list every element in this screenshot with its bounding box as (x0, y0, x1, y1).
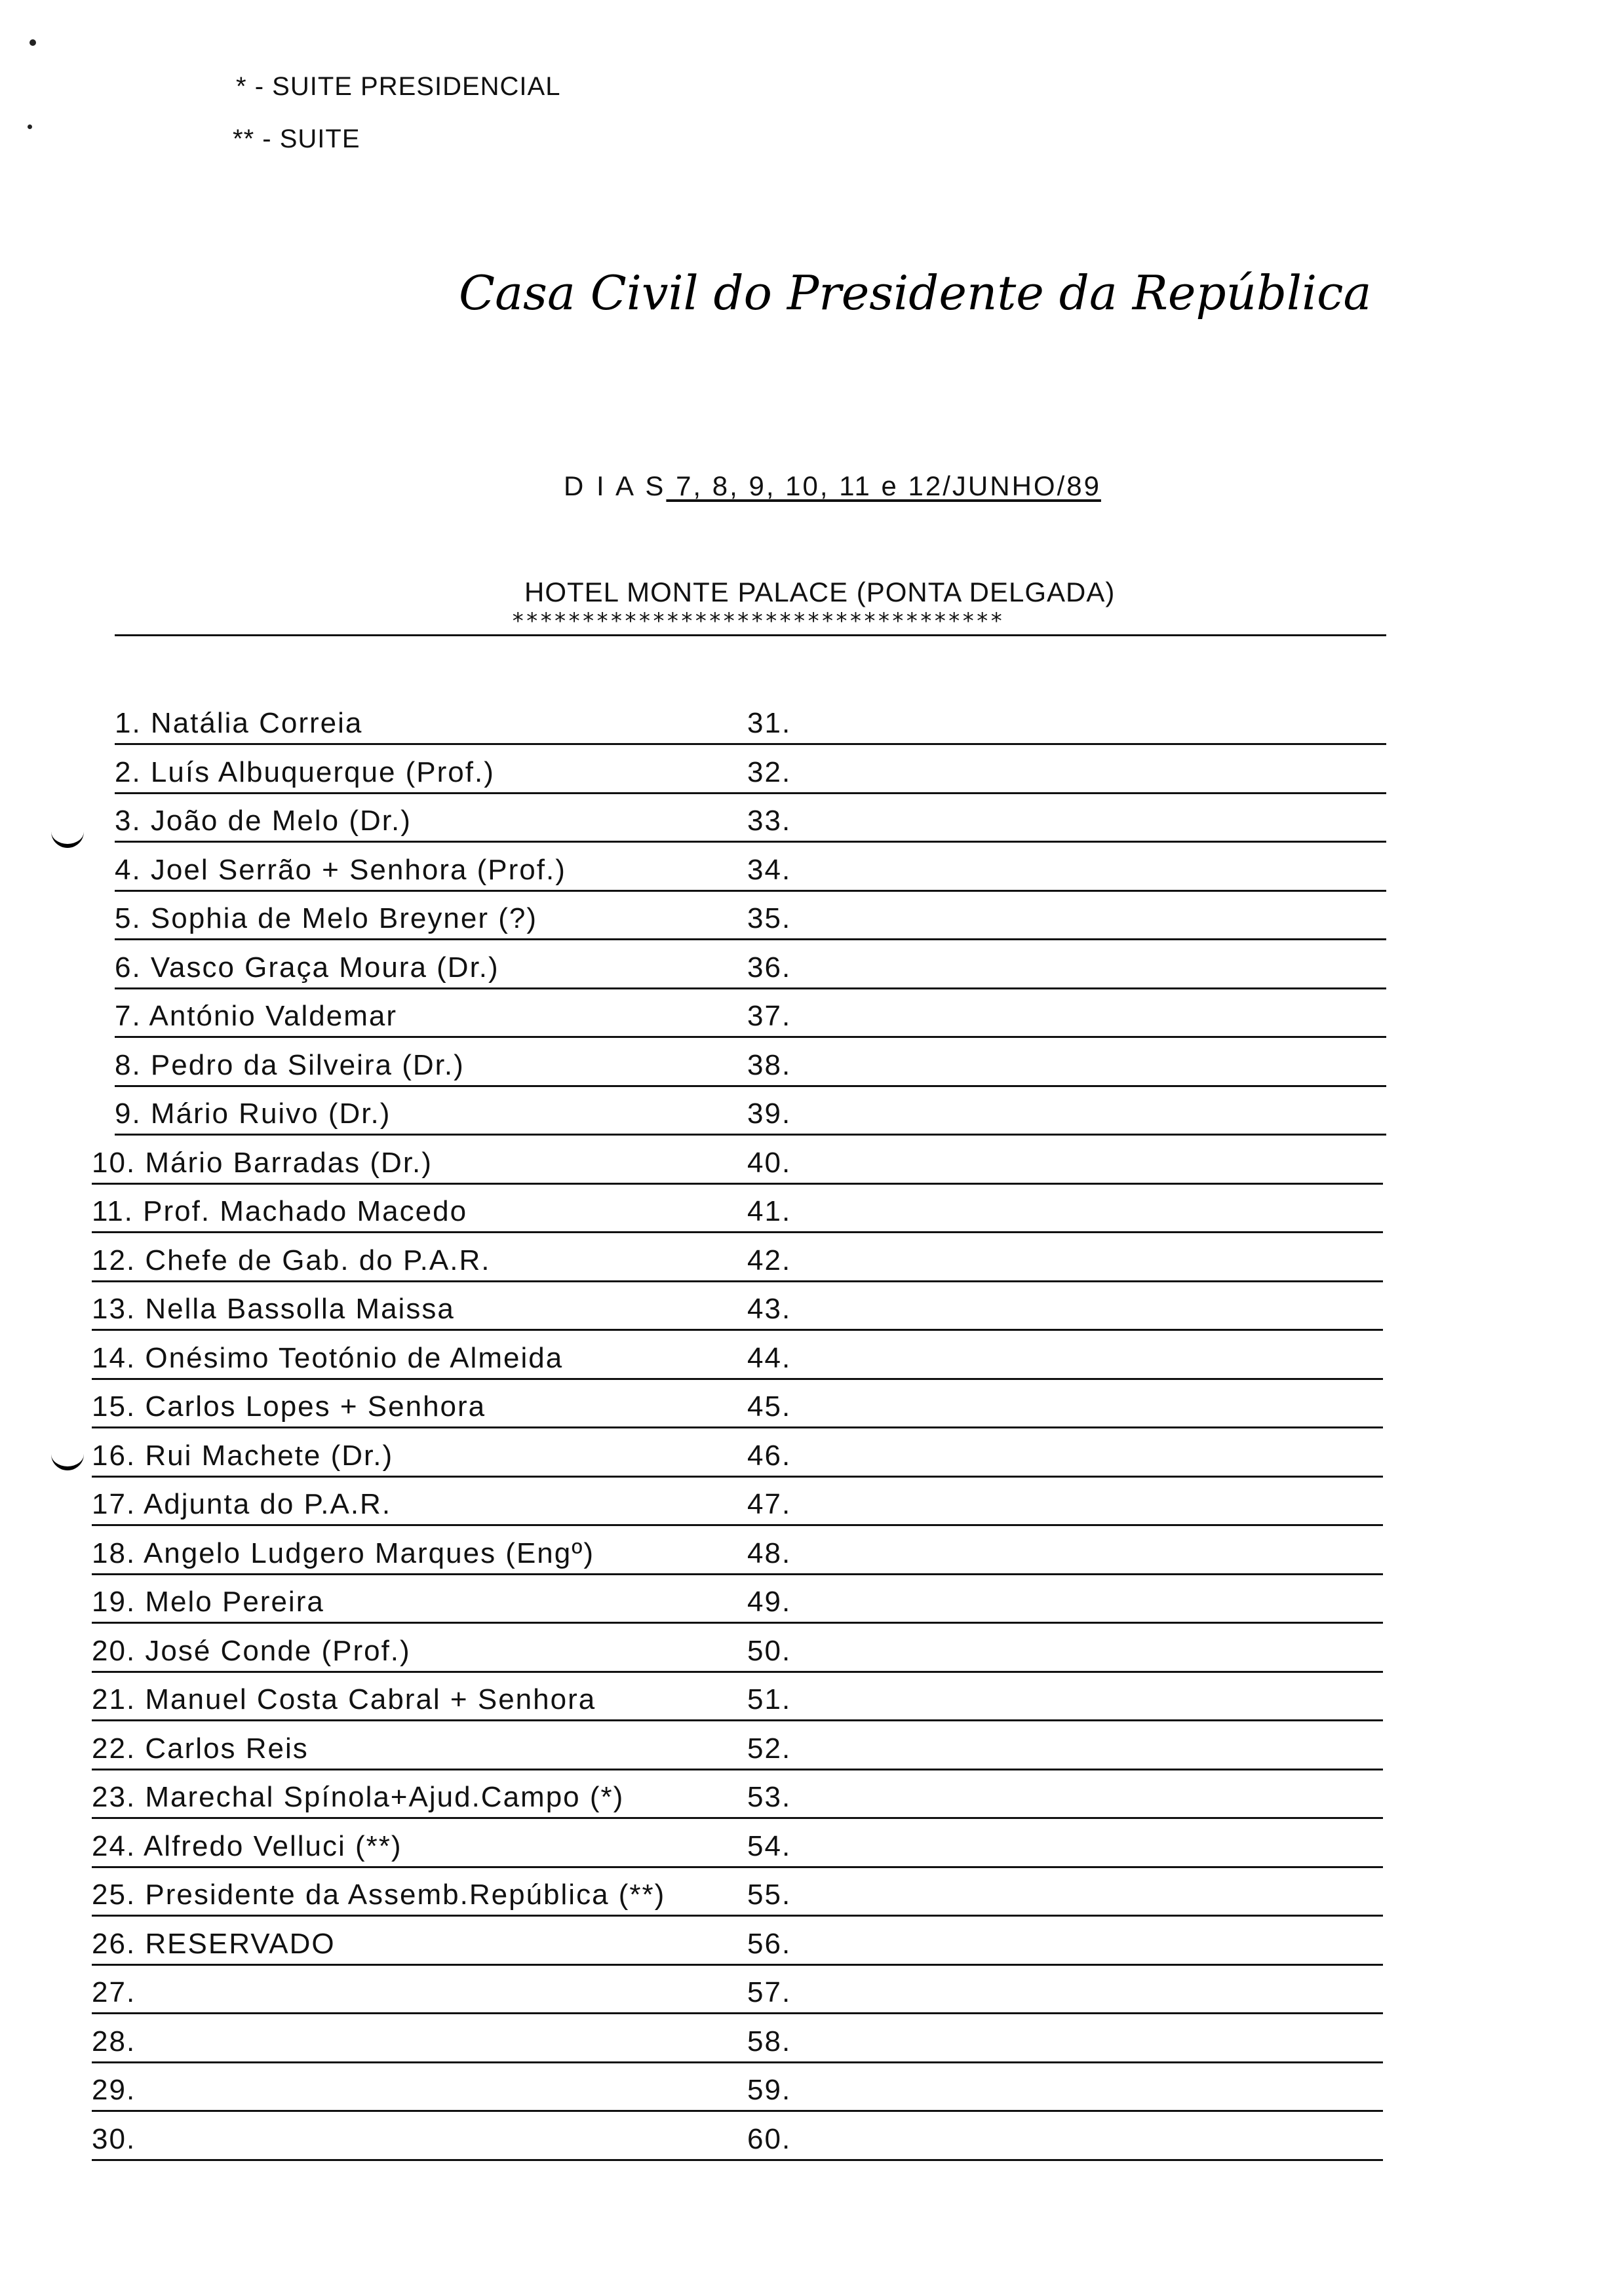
table-row (0, 941, 1615, 989)
room-entry-right: 51. (747, 1683, 792, 1715)
room-entry-left: 26. RESERVADO (92, 1927, 336, 1960)
table-row (0, 794, 1615, 843)
table-row (0, 1624, 1615, 1673)
room-entry-right: 44. (747, 1341, 792, 1374)
table-row (0, 1478, 1615, 1526)
row-underline (92, 2159, 1383, 2161)
legend-symbol: ** (233, 124, 255, 153)
room-entry-left: 8. Pedro da Silveira (Dr.) (115, 1048, 465, 1081)
legend-suite (233, 124, 360, 154)
room-entry-right: 40. (747, 1146, 792, 1179)
room-entry-left: 27. (92, 1976, 136, 2008)
room-entry-right: 54. (747, 1829, 792, 1862)
room-entry-left: 19. Melo Pereira (92, 1586, 324, 1618)
room-entry-left: 25. Presidente da Assemb.República (**) (92, 1879, 666, 1911)
letterhead: Casa Civil do Presidente da República (459, 265, 1372, 320)
table-row (0, 989, 1615, 1038)
header-rule (115, 634, 1386, 636)
room-entry-right: 60. (747, 2122, 792, 2155)
room-entry-left: 15. Carlos Lopes + Senhora (92, 1390, 486, 1423)
legend-suite-presidencial (236, 72, 560, 102)
room-entry-left: 9. Mário Ruivo (Dr.) (115, 1098, 391, 1130)
table-row (0, 1282, 1615, 1331)
table-row (0, 1429, 1615, 1478)
table-row (0, 2063, 1615, 2112)
table-row (0, 1087, 1615, 1136)
table-row (0, 1966, 1615, 2014)
room-entry-right: 58. (747, 2025, 792, 2057)
room-entry-left: 2. Luís Albuquerque (Prof.) (115, 756, 495, 788)
room-entry-left: 14. Onésimo Teotónio de Almeida (92, 1341, 564, 1374)
legend-text: - SUITE (262, 124, 360, 153)
table-row (0, 2015, 1615, 2063)
room-entry-right: 57. (747, 1976, 792, 2008)
room-entry-left: 29. (92, 2074, 136, 2106)
room-entry-left: 28. (92, 2025, 136, 2057)
room-entry-right: 36. (747, 951, 792, 984)
table-row (0, 1331, 1615, 1380)
dates-prefix: D I A S (564, 470, 667, 501)
room-entry-right: 50. (747, 1634, 792, 1667)
room-entry-right: 31. (747, 707, 792, 739)
room-entry-left: 13. Nella Bassolla Maissa (92, 1293, 455, 1325)
room-entry-right: 35. (747, 902, 792, 934)
table-row (0, 1673, 1615, 1721)
table-row (0, 1185, 1615, 1233)
table-row (0, 1136, 1615, 1185)
room-entry-left: 22. Carlos Reis (92, 1732, 309, 1765)
room-entry-right: 49. (747, 1586, 792, 1618)
room-entry-right: 48. (747, 1537, 792, 1569)
room-entry-left: 20. José Conde (Prof.) (92, 1634, 411, 1667)
room-entry-right: 33. (747, 805, 792, 837)
room-entry-left: 23. Marechal Spínola+Ajud.Campo (*) (92, 1781, 625, 1813)
legend-symbol: * (236, 72, 247, 101)
table-row (0, 1575, 1615, 1624)
table-row (0, 1868, 1615, 1917)
room-entry-left: 5. Sophia de Melo Breyner (?) (115, 902, 537, 934)
table-row (0, 2113, 1615, 2161)
table-row (0, 843, 1615, 892)
room-entry-left: 24. Alfredo Velluci (**) (92, 1829, 402, 1862)
room-entry-left: 18. Angelo Ludgero Marques (Engº) (92, 1537, 594, 1569)
dates-heading (564, 470, 1101, 502)
room-entry-right: 52. (747, 1732, 792, 1765)
room-entry-right: 41. (747, 1195, 792, 1227)
room-entry-right: 46. (747, 1439, 792, 1472)
room-entry-left: 17. Adjunta do P.A.R. (92, 1488, 392, 1520)
legend-text: - SUITE PRESIDENCIAL (254, 72, 561, 101)
asterisk-rule: *********************************** (511, 608, 1004, 634)
room-entry-right: 37. (747, 1000, 792, 1032)
dates-text: 7, 8, 9, 10, 11 e 12/JUNHO/89 (666, 470, 1101, 501)
room-entry-left: 21. Manuel Costa Cabral + Senhora (92, 1683, 596, 1715)
room-entry-right: 59. (747, 2074, 792, 2106)
room-entry-left: 16. Rui Machete (Dr.) (92, 1439, 394, 1472)
scan-speck (28, 124, 32, 129)
room-entry-left: 1. Natália Correia (115, 707, 363, 739)
room-entry-right: 56. (747, 1927, 792, 1960)
room-entry-right: 53. (747, 1781, 792, 1813)
room-entry-left: 4. Joel Serrão + Senhora (Prof.) (115, 853, 566, 886)
table-row (0, 1234, 1615, 1282)
hotel-title: HOTEL MONTE PALACE (PONTA DELGADA) (524, 577, 1116, 607)
room-entry-right: 43. (747, 1293, 792, 1325)
room-entry-right: 45. (747, 1390, 792, 1423)
table-row (0, 1820, 1615, 1868)
table-row (0, 1380, 1615, 1428)
room-entry-right: 32. (747, 756, 792, 788)
room-entry-left: 3. João de Melo (Dr.) (115, 805, 412, 837)
room-entry-right: 42. (747, 1244, 792, 1276)
table-row (0, 1527, 1615, 1575)
table-row (0, 1722, 1615, 1770)
scan-speck (29, 39, 36, 46)
room-entry-right: 47. (747, 1488, 792, 1520)
table-row (0, 892, 1615, 940)
room-entry-right: 39. (747, 1098, 792, 1130)
room-entry-right: 38. (747, 1048, 792, 1081)
room-entry-left: 30. (92, 2122, 136, 2155)
room-entry-left: 10. Mário Barradas (Dr.) (92, 1146, 433, 1179)
table-row (0, 1770, 1615, 1819)
room-entry-left: 12. Chefe de Gab. do P.A.R. (92, 1244, 491, 1276)
room-entry-left: 7. António Valdemar (115, 1000, 397, 1032)
room-entry-right: 34. (747, 853, 792, 886)
room-entry-left: 11. Prof. Machado Macedo (92, 1195, 468, 1227)
room-entry-right: 55. (747, 1879, 792, 1911)
table-row (0, 697, 1615, 745)
table-row (0, 1917, 1615, 1966)
room-entry-left: 6. Vasco Graça Moura (Dr.) (115, 951, 499, 984)
table-row (0, 1039, 1615, 1087)
table-row (0, 746, 1615, 794)
